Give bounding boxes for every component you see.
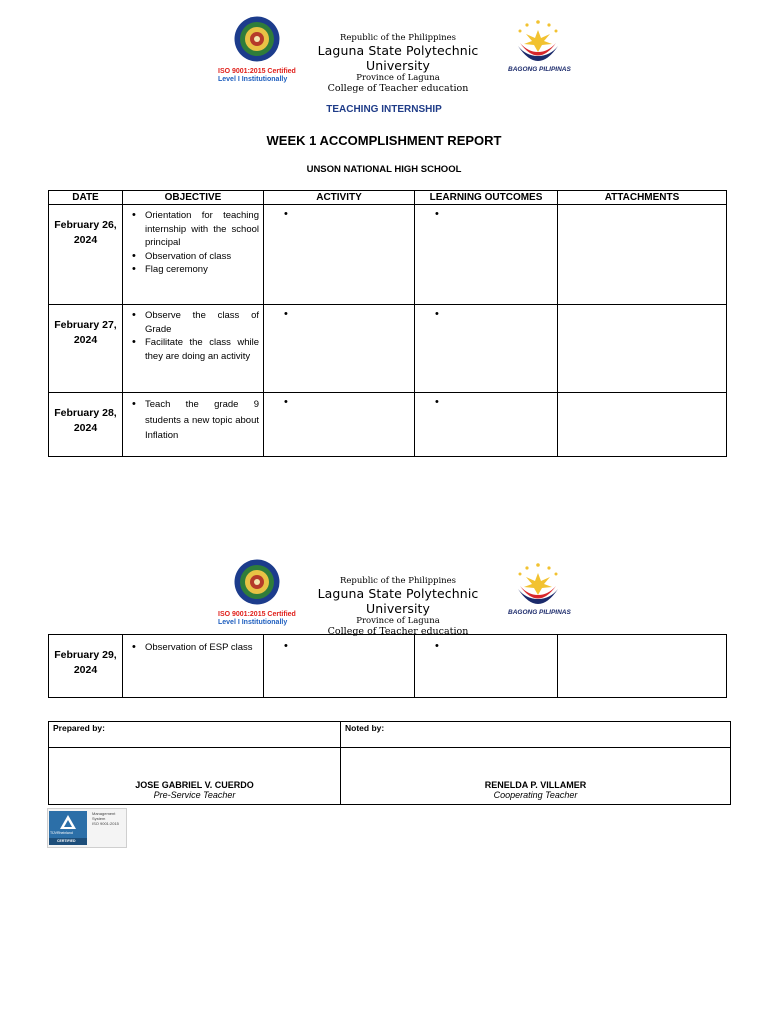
list-item: • Teach the grade 9 students a new topic about Inflation <box>145 397 259 444</box>
header-activity: ACTIVITY <box>264 191 415 205</box>
table-row <box>49 635 727 698</box>
school-name: UNSON NATIONAL HIGH SCHOOL <box>306 164 462 175</box>
letterhead-page-2 <box>0 559 768 639</box>
bagong-pilipinas-icon <box>510 559 566 609</box>
university-name-block <box>288 33 508 94</box>
tuv-certified: CERTIFIED <box>57 839 76 843</box>
college-text: College of Teacher education <box>327 83 469 94</box>
republic-text: Republic of the Philippines <box>339 576 457 586</box>
bagong-pilipinas-icon <box>510 16 566 66</box>
iso-certification: ISO 9001:2015 Certified Level I Institutionally <box>218 611 296 626</box>
noted-by-name: RENELDA P. VILLAMER <box>484 780 587 790</box>
row-date: February 29, 2024 <box>49 635 123 698</box>
header-attachments: ATTACHMENTS <box>558 191 727 205</box>
university-seal-icon <box>234 559 280 605</box>
row-objective <box>123 205 264 305</box>
province-text: Province of Laguna <box>356 616 440 626</box>
list-item: • Orientation for teaching internship with the school principal <box>145 209 259 250</box>
row-activity: • <box>264 205 415 305</box>
tuv-brand: TÜVRheinland <box>50 831 73 835</box>
accomplishment-table-continued <box>48 634 727 698</box>
tuv-certification-badge <box>47 808 127 848</box>
row-activity: • <box>264 635 415 698</box>
signature-table <box>48 721 731 805</box>
accomplishment-table <box>48 190 727 457</box>
row-date: February 28, 2024 <box>49 393 123 457</box>
table-header-row <box>49 191 727 205</box>
row-objective <box>123 635 264 698</box>
list-item: • Flag ceremony <box>145 263 259 277</box>
row-attachments <box>558 393 727 457</box>
province-text: Province of Laguna <box>356 73 440 83</box>
report-title: WEEK 1 ACCOMPLISHMENT REPORT <box>266 133 502 148</box>
table-row <box>49 393 727 457</box>
letterhead <box>0 16 768 96</box>
iso-certification: ISO 9001:2015 Certified Level I Institutionally <box>218 68 296 83</box>
row-objective <box>123 305 264 393</box>
list-item: • Observe the class of Grade <box>145 309 259 336</box>
prepared-by-signatory <box>49 748 341 805</box>
noted-by-label: Noted by: <box>341 722 731 748</box>
table-row <box>49 205 727 305</box>
bagong-pilipinas-logo: BAGONG PILIPINAS <box>510 16 572 76</box>
prepared-by-label: Prepared by: <box>49 722 341 748</box>
university-name: Laguna State Polytechnic University <box>317 586 479 616</box>
row-attachments <box>558 305 727 393</box>
republic-text: Republic of the Philippines <box>339 33 457 43</box>
row-learning-outcome: • <box>415 205 558 305</box>
noted-by-role: Cooperating Teacher <box>493 790 578 800</box>
list-item: • Facilitate the class while they are doing an activity <box>145 336 259 363</box>
table-row <box>49 305 727 393</box>
prepared-by-role: Pre-Service Teacher <box>153 790 236 800</box>
list-item: • Observation of class <box>145 250 259 264</box>
row-learning-outcome: • <box>415 305 558 393</box>
row-date: February 26, 2024 <box>49 205 123 305</box>
row-date: February 27, 2024 <box>49 305 123 393</box>
list-item: • Observation of ESP class <box>145 641 259 655</box>
university-name-block <box>288 576 508 637</box>
row-attachments <box>558 635 727 698</box>
prepared-by-name: JOSE GABRIEL V. CUERDO <box>135 780 254 790</box>
row-activity: • <box>264 393 415 457</box>
tuv-text-line1: Management <box>92 811 116 816</box>
college-text: College of Teacher education <box>327 626 469 637</box>
university-seal-icon <box>234 16 280 62</box>
bagong-pilipinas-logo: BAGONG PILIPINAS <box>510 559 572 619</box>
header-learning-outcomes: LEARNING OUTCOMES <box>415 191 558 205</box>
row-activity: • <box>264 305 415 393</box>
tuv-text-line3: ISO 9001:2015 <box>92 821 119 826</box>
row-attachments <box>558 205 727 305</box>
row-learning-outcome: • <box>415 393 558 457</box>
row-objective <box>123 393 264 457</box>
header-date: DATE <box>49 191 123 205</box>
tuv-text-line2: System <box>92 816 106 821</box>
header-objective: OBJECTIVE <box>123 191 264 205</box>
row-learning-outcome: • <box>415 635 558 698</box>
university-name: Laguna State Polytechnic University <box>317 43 479 73</box>
noted-by-signatory <box>341 748 731 805</box>
program-title: TEACHING INTERNSHIP <box>326 104 442 115</box>
